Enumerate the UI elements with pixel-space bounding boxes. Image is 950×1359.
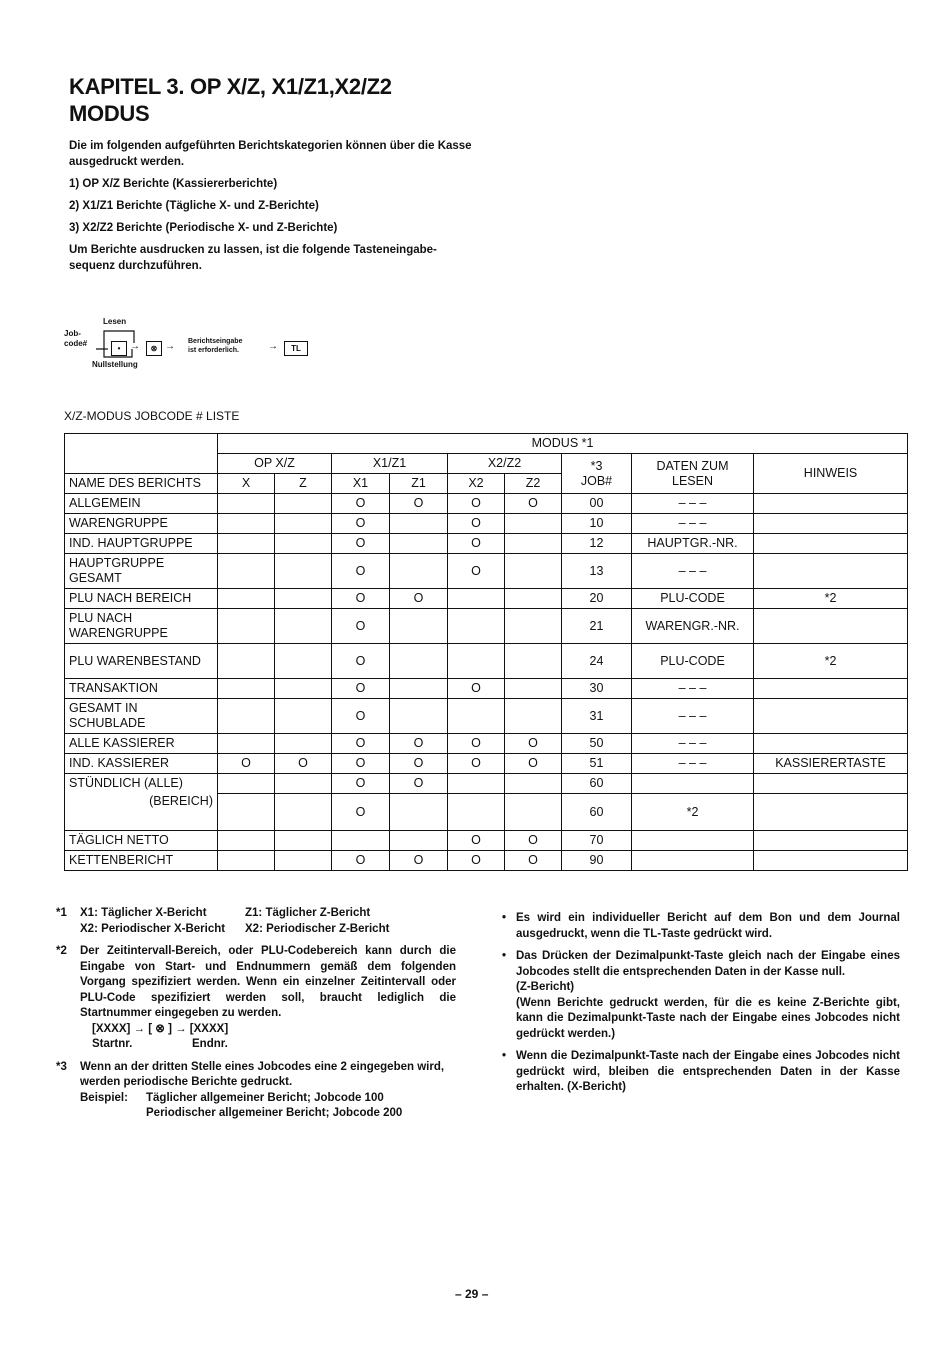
mode-cell-x2 (448, 644, 505, 679)
name-header: NAME DES BERICHTS (65, 474, 218, 494)
jobcode-cell: 21 (562, 609, 632, 644)
mode-cell-z2 (505, 644, 562, 679)
mode-cell-x2: O (448, 831, 505, 851)
footnote-1-x1: X1: Täglicher X-Bericht (80, 907, 207, 919)
title-line-1: KAPITEL 3. OP X/Z, X1/Z1,X2/Z2 (69, 74, 392, 99)
footnote-1-x2: X2: Periodischer X-Bericht (80, 922, 226, 935)
mode-cell-z1 (390, 831, 448, 851)
mode-cell-x1: O (332, 754, 390, 774)
note-cell (754, 534, 908, 554)
data-cell (632, 831, 754, 851)
dot-key: • (111, 341, 127, 356)
mode-cell-x1: O (332, 644, 390, 679)
mode-cell-x2: O (448, 851, 505, 871)
mode-cell-x2: O (448, 514, 505, 534)
mode-cell-x2: O (448, 679, 505, 699)
note-cell (754, 699, 908, 734)
mode-cell-x1: O (332, 699, 390, 734)
mode-cell-x (218, 609, 275, 644)
footnotes (56, 906, 456, 1129)
mode-cell-z1 (390, 554, 448, 589)
mode-cell-z2 (505, 679, 562, 699)
opxz-header: OP X/Z (218, 454, 332, 474)
footnote-3-example-1: Täglicher allgemeiner Bericht; Jobcode 100 (146, 1091, 384, 1104)
note-cell (754, 774, 908, 794)
mode-cell-x1: O (332, 534, 390, 554)
footnote-3-label: Beispiel: (80, 1091, 128, 1104)
intro-paragraph: Die im folgenden aufgeführten Berichtskategorien können über die Kasse ausgedruckt werden. (69, 140, 472, 168)
mode-cell-z1: O (390, 851, 448, 871)
note-cell (754, 734, 908, 754)
report-name: ALLE KASSIERER (65, 734, 218, 754)
mode-cell-x: O (218, 754, 275, 774)
x2z2-header: X2/Z2 (448, 454, 562, 474)
data-cell: PLU-CODE (632, 644, 754, 679)
note-cell: *2 (754, 589, 908, 609)
data-cell: – – – (632, 554, 754, 589)
mode-cell-z1 (390, 609, 448, 644)
mode-cell-x2 (448, 794, 505, 831)
footnote-3-mark: *3 (56, 1060, 67, 1073)
arrow-1: → (130, 341, 140, 352)
mode-cell-z2 (505, 554, 562, 589)
x-key: ⊗ (146, 341, 162, 356)
lesen-label: Lesen (103, 317, 127, 326)
intro-paragraph-2: Um Berichte ausdrucken zu lassen, ist die folgende Tasteneingabe-sequenz durchzuführen. (69, 244, 437, 272)
footnote-2-mark: *2 (56, 945, 67, 957)
mode-cell-x1: O (332, 679, 390, 699)
sub-header-x: X (218, 474, 275, 494)
mode-cell-x (218, 679, 275, 699)
mode-cell-z (275, 589, 332, 609)
jobcode-cell: 00 (562, 494, 632, 514)
note-cell (754, 831, 908, 851)
data-cell: – – – (632, 514, 754, 534)
mode-cell-z (275, 494, 332, 514)
report-name: GESAMT IN SCHUBLADE (65, 699, 218, 734)
mode-cell-x (218, 644, 275, 679)
intro-section (69, 138, 479, 274)
note-cell (754, 514, 908, 534)
report-name: STÜNDLICH (ALLE) (65, 774, 218, 794)
jobcode-cell: 51 (562, 754, 632, 774)
data-cell: – – – (632, 494, 754, 514)
mode-cell-z2 (505, 589, 562, 609)
mode-cell-x2 (448, 774, 505, 794)
bericht-label-2: ist erforderlich. (188, 347, 239, 354)
sub-header-z1: Z1 (390, 474, 448, 494)
mode-cell-z2: O (505, 754, 562, 774)
jobcode-cell: 60 (562, 774, 632, 794)
data-cell: – – – (632, 734, 754, 754)
jobcode-table (64, 433, 908, 871)
data-cell: – – – (632, 699, 754, 734)
report-name: IND. KASSIERER (65, 754, 218, 774)
report-name: TÄGLICH NETTO (65, 831, 218, 851)
mode-cell-x1: O (332, 734, 390, 754)
mode-cell-z2: O (505, 831, 562, 851)
data-cell: – – – (632, 679, 754, 699)
jobcode-cell: 31 (562, 699, 632, 734)
report-name: (BEREICH) (65, 794, 218, 831)
report-name: PLU NACH BEREICH (65, 589, 218, 609)
mode-cell-z1: O (390, 734, 448, 754)
sub-header-x2: X2 (448, 474, 505, 494)
intro-item-3: 3) X2/Z2 Berichte (Periodische X- und Z-Berichte) (69, 222, 338, 234)
mode-cell-z2 (505, 609, 562, 644)
mode-cell-z1 (390, 699, 448, 734)
table-row (65, 794, 908, 831)
table-row (65, 644, 908, 679)
table-row (65, 514, 908, 534)
table-row (65, 679, 908, 699)
bullet-3: Wenn die Dezimalpunkt-Taste nach der Eingabe eines Jobcodes nicht gedrückt wird, bleiben die entsprechenden Daten in der Kasse erhalten. (X-Bericht) (516, 1050, 900, 1093)
table-row (65, 494, 908, 514)
jobcode-cell: 70 (562, 831, 632, 851)
page-number: – 29 – (455, 1287, 489, 1301)
footnote-1-z1: Z1: Täglicher Z-Bericht (245, 907, 371, 919)
mode-cell-z (275, 794, 332, 831)
data-cell: *2 (632, 794, 754, 831)
bericht-label-1: Berichtseingabe (188, 338, 243, 345)
daten-header: DATEN ZUM LESEN (632, 454, 754, 494)
mode-cell-z1 (390, 679, 448, 699)
mode-cell-x1 (332, 831, 390, 851)
mode-cell-z (275, 554, 332, 589)
footnote-1-mark: *1 (56, 907, 67, 919)
note-cell (754, 554, 908, 589)
table-row (65, 609, 908, 644)
jobcode-cell: 10 (562, 514, 632, 534)
table-row (65, 534, 908, 554)
report-name: IND. HAUPTGRUPPE (65, 534, 218, 554)
bullet-2c: (Wenn Berichte gedruckt werden, für die es keine Z-Berichte gibt, kann die Dezimalpunkt-Taste nach der Eingabe eines Jobcodes nicht gedrückt werden.) (516, 996, 900, 1040)
data-cell (632, 851, 754, 871)
title-line-2: MODUS (69, 101, 150, 126)
mode-cell-x1: O (332, 609, 390, 644)
table-row (65, 554, 908, 589)
report-name: ALLGEMEIN (65, 494, 218, 514)
mode-cell-x2 (448, 589, 505, 609)
mode-cell-x2: O (448, 494, 505, 514)
jobcode-cell: 60 (562, 794, 632, 831)
mode-cell-x (218, 699, 275, 734)
note-cell (754, 679, 908, 699)
mode-cell-x2: O (448, 534, 505, 554)
modus-header: MODUS *1 (218, 434, 908, 454)
note-cell (754, 851, 908, 871)
arrow-2: → (165, 341, 175, 352)
intro-item-2: 2) X1/Z1 Berichte (Tägliche X- und Z-Berichte) (69, 200, 319, 212)
mode-cell-z (275, 734, 332, 754)
jobcode-cell: 90 (562, 851, 632, 871)
report-name: TRANSAKTION (65, 679, 218, 699)
mode-cell-z1 (390, 514, 448, 534)
mode-cell-z2 (505, 534, 562, 554)
mode-cell-x1: O (332, 794, 390, 831)
jobcode-cell: 30 (562, 679, 632, 699)
bullet-notes: • Es wird ein individueller Bericht auf dem Bon und dem Journal ausgedruckt, wenn die TL-Taste gedrückt wird. • Das Drücken der Dezimalpunkt-Taste gleich nach der Eingabe eines Jobcodes stellt die entsprechenden Daten in der Kasse null. (Z-Bericht) (Wenn Berichte gedruckt werden, für die es keine Z-Berichte gibt, kann die Dezimalpunkt-Taste nach der Eingabe eines Jobcodes nicht gedrückt werden.) • Wenn die Dezimalpunkt-Taste nach der Eingabe eines Jobcodes nicht gedrückt wird, bleiben die entsprechenden Daten in der Kasse erhalten. (X-Bericht) (502, 911, 900, 1103)
data-cell (632, 774, 754, 794)
mode-cell-z2 (505, 794, 562, 831)
data-cell: HAUPTGR.-NR. (632, 534, 754, 554)
jobcode-cell: 12 (562, 534, 632, 554)
data-cell: – – – (632, 754, 754, 774)
tl-key: TL (284, 341, 308, 356)
key-sequence-diagram (64, 316, 324, 376)
mode-cell-z (275, 534, 332, 554)
report-name: PLU NACH WARENGRUPPE (65, 609, 218, 644)
table-row (65, 851, 908, 871)
mode-cell-z1 (390, 644, 448, 679)
note-cell (754, 609, 908, 644)
footnote-2-formula: [XXXX] → [ ⊗ ] → [XXXX] (92, 1022, 229, 1035)
mode-cell-x (218, 589, 275, 609)
mode-cell-x1: O (332, 494, 390, 514)
note-cell: KASSIERERTASTE (754, 754, 908, 774)
note-cell (754, 494, 908, 514)
bullet-1: Es wird ein individueller Bericht auf dem Bon und dem Journal ausgedruckt, wenn die TL-Taste gedrückt wird. (516, 912, 900, 940)
mode-cell-x2: O (448, 754, 505, 774)
mode-cell-x1: O (332, 589, 390, 609)
mode-cell-z (275, 851, 332, 871)
mode-cell-x2 (448, 699, 505, 734)
mode-cell-z (275, 514, 332, 534)
mode-cell-z1: O (390, 754, 448, 774)
mode-cell-z2: O (505, 851, 562, 871)
footnote-2-start: Startnr. (92, 1038, 133, 1050)
intro-item-1: 1) OP X/Z Berichte (Kassiererberichte) (69, 178, 278, 190)
footnote-1-z2: X2: Periodischer Z-Bericht (245, 922, 390, 935)
data-cell: WARENGR.-NR. (632, 609, 754, 644)
mode-cell-z1 (390, 534, 448, 554)
sub-header-z: Z (275, 474, 332, 494)
note-cell: *2 (754, 644, 908, 679)
mode-cell-z (275, 644, 332, 679)
mode-cell-x (218, 494, 275, 514)
report-name: WARENGRUPPE (65, 514, 218, 534)
arrow-3: → (268, 341, 278, 352)
chapter-title (69, 73, 392, 127)
sub-header-x1: X1 (332, 474, 390, 494)
table-row (65, 831, 908, 851)
mode-cell-z2 (505, 699, 562, 734)
table-row (65, 774, 908, 794)
report-name: HAUPTGRUPPE GESAMT (65, 554, 218, 589)
mode-cell-z (275, 774, 332, 794)
mode-cell-z1: O (390, 589, 448, 609)
footnote-2-end: Endnr. (192, 1038, 228, 1050)
jobcode-rows (65, 494, 908, 871)
table-row (65, 754, 908, 774)
mode-cell-x (218, 734, 275, 754)
jobcode-cell: 24 (562, 644, 632, 679)
mode-cell-x1: O (332, 774, 390, 794)
mode-cell-x (218, 774, 275, 794)
mode-cell-x (218, 851, 275, 871)
bullet-2a: Das Drücken der Dezimalpunkt-Taste gleich nach der Eingabe eines Jobcodes stellt die entsprechenden Daten in der Kasse null. (516, 950, 900, 978)
data-cell: PLU-CODE (632, 589, 754, 609)
table-row (65, 734, 908, 754)
report-name: KETTENBERICHT (65, 851, 218, 871)
mode-cell-x (218, 514, 275, 534)
mode-cell-z2 (505, 514, 562, 534)
mode-cell-z2: O (505, 494, 562, 514)
job-label: Job- (64, 329, 81, 338)
hinweis-header: HINWEIS (754, 454, 908, 494)
mode-cell-z (275, 831, 332, 851)
mode-cell-z (275, 699, 332, 734)
note-cell (754, 794, 908, 831)
mode-cell-x (218, 554, 275, 589)
report-name: PLU WARENBESTAND (65, 644, 218, 679)
table-row (65, 699, 908, 734)
mode-cell-z2: O (505, 734, 562, 754)
mode-cell-x2 (448, 609, 505, 644)
mode-cell-x2: O (448, 554, 505, 589)
mode-cell-z (275, 679, 332, 699)
footnote-3-text: Wenn an der dritten Stelle eines Jobcodes eine 2 eingegeben wird, werden periodische Berichte gedruckt. (80, 1060, 445, 1088)
mode-cell-z: O (275, 754, 332, 774)
jobcode-cell: 50 (562, 734, 632, 754)
mode-cell-z (275, 609, 332, 644)
jobcode-list-title: X/Z-MODUS JOBCODE # LISTE (64, 409, 240, 423)
mode-cell-z1: O (390, 774, 448, 794)
footnote-3-example-2: Periodischer allgemeiner Bericht; Jobcode 200 (146, 1107, 403, 1119)
mode-cell-x1: O (332, 851, 390, 871)
jobcode-cell: 13 (562, 554, 632, 589)
mode-cell-x (218, 794, 275, 831)
mode-cell-x (218, 831, 275, 851)
bullet-2b: (Z-Bericht) (516, 981, 575, 993)
x1z1-header: X1/Z1 (332, 454, 448, 474)
code-label: code# (64, 339, 88, 348)
sub-header-z2: Z2 (505, 474, 562, 494)
jobcode-cell: 20 (562, 589, 632, 609)
table-row (65, 589, 908, 609)
mode-cell-x2: O (448, 734, 505, 754)
mode-cell-x (218, 534, 275, 554)
mode-cell-z1 (390, 794, 448, 831)
job-header: *3 JOB# (562, 454, 632, 494)
mode-cell-x1: O (332, 554, 390, 589)
footnote-2-text: Der Zeitintervall-Bereich, oder PLU-Codebereich kann durch die Eingabe von Start- und Endnummern gemäß dem folgenden Vorgang spezifiziert werden. Wenn ein einzelner Zeitintervall oder PLU-Code spezifiziert werden soll, braucht lediglich die Startnummer eingegeben zu werden. (80, 945, 456, 1019)
mode-cell-z1: O (390, 494, 448, 514)
nullstellung-label: Nullstellung (92, 360, 138, 369)
mode-cell-x1: O (332, 514, 390, 534)
mode-cell-z2 (505, 774, 562, 794)
